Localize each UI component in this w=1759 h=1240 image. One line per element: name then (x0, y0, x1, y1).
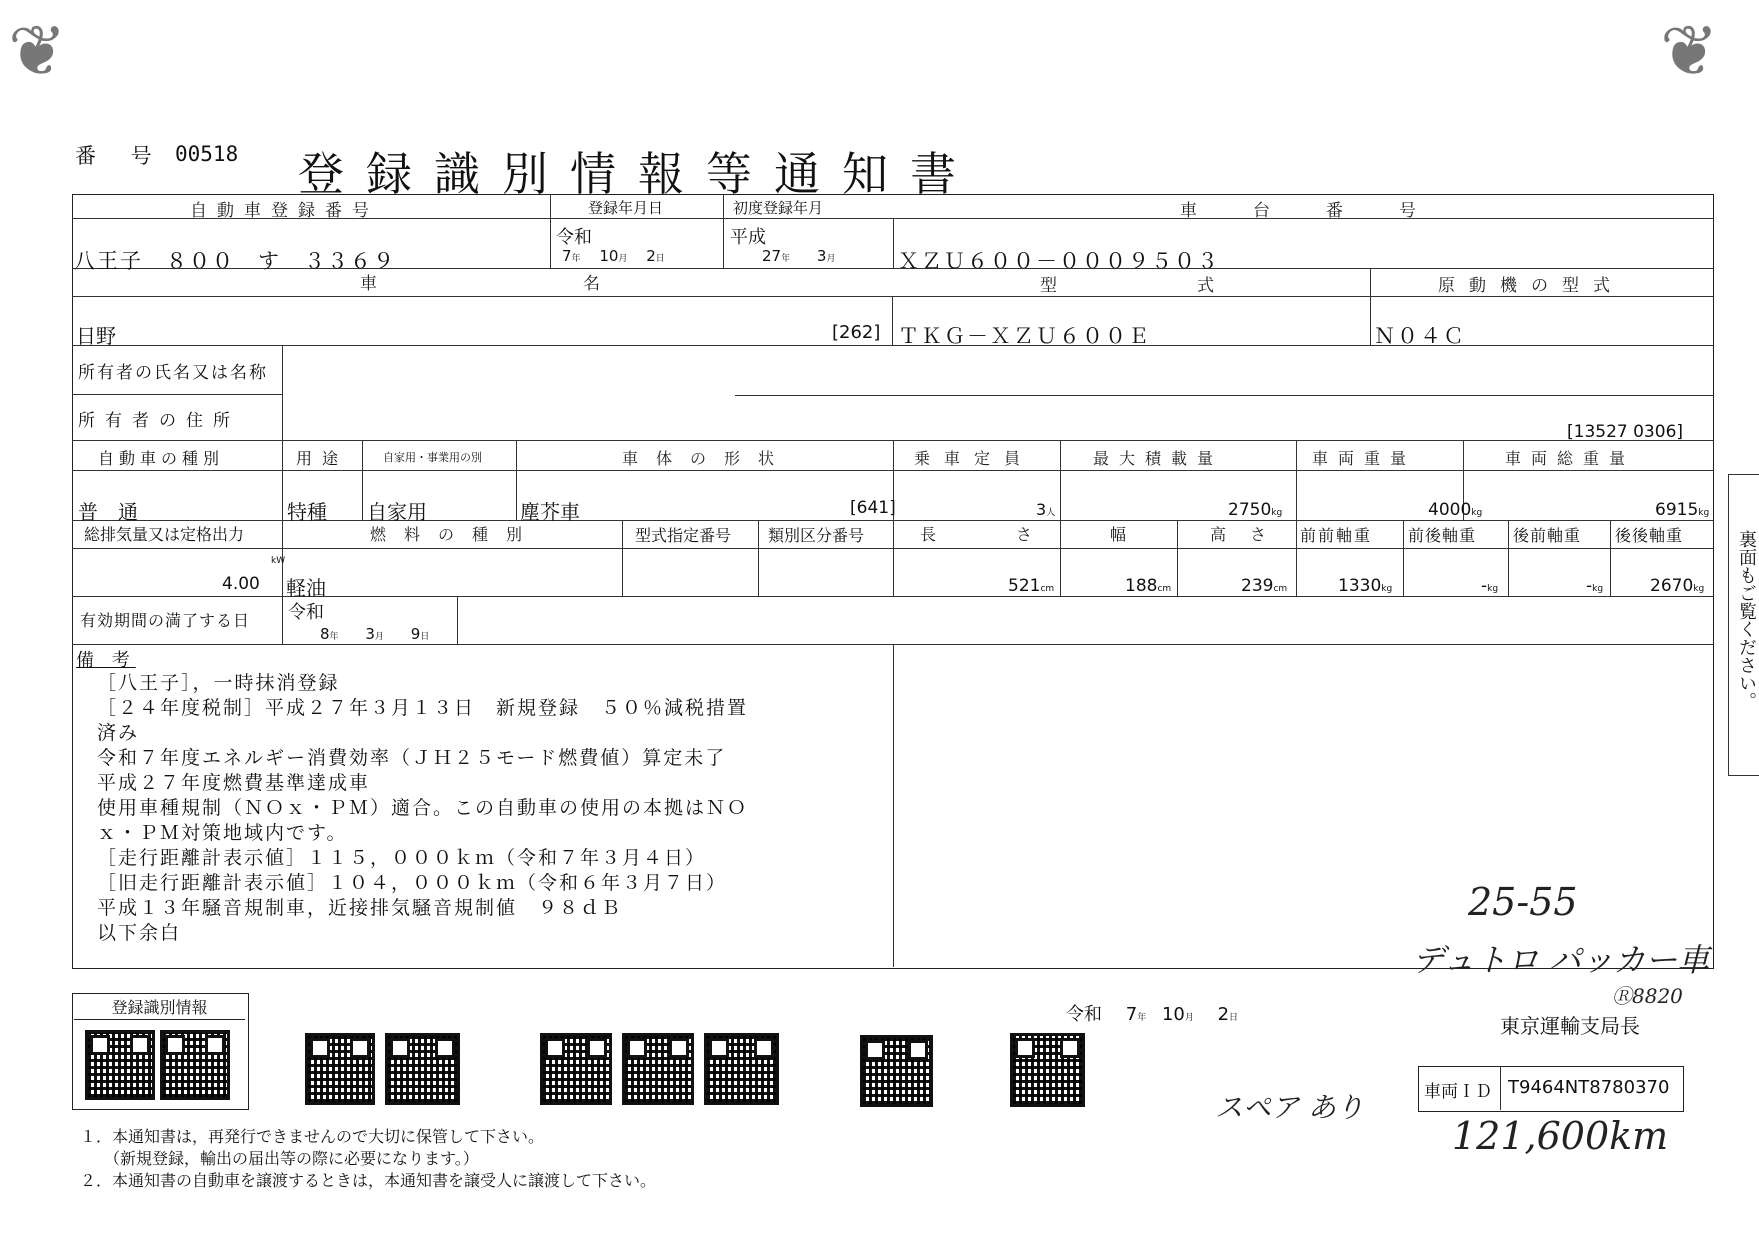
header-engine-model: 原動機の型式 (1438, 276, 1624, 296)
vehicle-type: 普 通 (78, 500, 138, 524)
header-vehicle-type: 自動車の種別 (98, 449, 225, 468)
vehicle-weight: 4000kg (1428, 500, 1483, 520)
header-registration-date: 登録年月日 (588, 199, 664, 217)
expiry-era: 令和 (288, 602, 324, 623)
qr-code (1010, 1033, 1085, 1107)
header-owner-name: 所有者の氏名又は名称 (78, 363, 268, 383)
header-fuel-type: 燃料の種別 (370, 525, 541, 544)
remarks-list (97, 668, 748, 943)
header-vehicle-weight: 車両重量 (1312, 449, 1417, 468)
qr-code (305, 1033, 375, 1105)
header-owner-address: 所有者の住所 (78, 411, 240, 431)
model-code: [262] (832, 322, 881, 343)
fr-axle: -kg (1481, 576, 1499, 596)
fuel-type: 軽油 (286, 576, 326, 600)
remark-line: 使用車種規制（ＮＯｘ・ＰＭ）適合。この自動車の使用の本拠はＮＯ (97, 797, 749, 819)
remark-line: 平成１３年騒音規制車，近接排気騒音規制値 ９８ｄＢ (97, 897, 623, 919)
corner-ornament-left: ❦ (8, 10, 67, 92)
handwritten-stamp-code: Ⓡ8820 (1612, 984, 1683, 1008)
doc-number-label: 番 号 (75, 144, 166, 168)
qr-code (622, 1033, 694, 1105)
header-height: 高さ (1210, 525, 1291, 544)
handwritten-mileage: 121,600km (1452, 1114, 1669, 1158)
plate-number: 八王子 ８００ す ３３６９ (74, 249, 396, 273)
issuer: 東京運輸支局長 (1500, 1014, 1640, 1038)
header-rr-axle: 後後軸重 (1615, 526, 1684, 545)
remark-line: ［走行距離計表示値］１１５，０００ｋｍ（令和７年３月４日） (97, 847, 707, 869)
width: 188cm (1125, 576, 1172, 596)
document-title: 登録識別情報等通知書 (298, 147, 978, 201)
footer-note-1b: （新規登録，輸出の届出等の際に必要になります。） (104, 1149, 479, 1168)
qr-code (160, 1030, 230, 1100)
remark-line: 平成２７年度燃費基準達成車 (97, 772, 371, 794)
header-first-registration: 初度登録年月 (733, 199, 824, 217)
header-remarks: 備 考 (76, 650, 136, 671)
qr-code (860, 1035, 933, 1107)
car-name: 日野 (76, 324, 116, 348)
header-purpose: 用途 (296, 449, 349, 468)
header-car-name: 車名 (360, 274, 806, 294)
gross-weight: 6915kg (1655, 500, 1710, 520)
body-code: [641] (850, 498, 896, 518)
header-category-number: 類別区分番号 (768, 526, 865, 545)
header-expiry: 有効期間の満了する日 (80, 611, 251, 630)
footer-note-1: １．本通知書は，再発行できませんので大切に保管して下さい。 (80, 1127, 545, 1146)
remark-line: ［八王子］，一時抹消登録 (97, 672, 340, 694)
rr-axle: 2670kg (1650, 576, 1705, 596)
header-width: 幅 (1110, 525, 1127, 544)
qr-code (385, 1033, 460, 1105)
header-chassis-number: 車台番号 (1180, 201, 1472, 221)
remark-line: ［旧走行距離計表示値］１０４，０００ｋｍ（令和６年３月７日） (97, 872, 728, 894)
header-type-designation: 型式指定番号 (635, 526, 732, 545)
header-ff-axle: 前前軸重 (1300, 526, 1373, 545)
body-shape: 塵芥車 (520, 500, 580, 524)
displacement-unit: kW (271, 556, 286, 566)
handwritten-code: 25-55 (1468, 880, 1578, 924)
engine-model: Ｎ０４Ｃ (1374, 324, 1466, 348)
header-rf-axle: 後前軸重 (1513, 526, 1582, 545)
reg-era: 令和 (556, 227, 592, 248)
qr-code (85, 1030, 155, 1100)
header-private-business: 自家用・事業用の別 (383, 451, 482, 464)
model: ＴＫＧ－ＸＺＵ６００Ｅ (898, 324, 1151, 348)
first-reg-era: 平成 (730, 227, 766, 248)
purpose: 特種 (287, 500, 327, 524)
doc-number-value: 00518 (175, 142, 239, 166)
header-length: 長さ (920, 525, 1113, 544)
side-note: 裏面もご覧ください。 (1736, 530, 1757, 710)
address-code: [13527 0306] (1567, 422, 1684, 442)
header-fr-axle: 前後軸重 (1408, 526, 1477, 545)
header-displacement: 総排気量又は定格出力 (84, 525, 245, 544)
header-registration-number: 自動車登録番号 (190, 201, 379, 221)
issue-date: 令和 7年 10月 2日 (1066, 1004, 1239, 1025)
chassis-number: ＸＺＵ６００－０００９５０３ (898, 249, 1220, 273)
header-model: 型式 (1040, 276, 1354, 296)
expiry-date: 8年 3月 9日 (320, 625, 430, 643)
vehicle-id-label: 車両ＩＤ (1424, 1082, 1492, 1102)
length: 521cm (1008, 576, 1055, 596)
corner-ornament-right: ❦ (1660, 10, 1719, 92)
vehicle-id-value: T9464NT8780370 (1508, 1077, 1670, 1098)
remark-line: ｘ・ＰＭ対策地域内です。 (97, 822, 348, 844)
remark-line: 令和７年度エネルギー消費効率（ＪＨ２５モード燃費値）算定未了 (97, 747, 727, 769)
reg-date: 7年 10月 2日 (562, 247, 665, 265)
height: 239cm (1241, 576, 1288, 596)
private-business: 自家用 (367, 500, 427, 524)
max-load: 2750kg (1228, 500, 1283, 520)
qr-code (704, 1033, 779, 1105)
header-body-shape: 車体の形状 (622, 449, 793, 468)
capacity: 3人 (1036, 500, 1056, 519)
handwritten-spare: スペア あり (1215, 1091, 1364, 1124)
handwritten-vehicle-desc: デュトロ パッカー車 (1412, 941, 1710, 979)
ff-axle: 1330kg (1338, 576, 1393, 596)
qr-code (540, 1033, 612, 1105)
displacement: 4.00 (222, 574, 260, 594)
first-reg-date: 27年 3月 (762, 247, 836, 265)
rf-axle: -kg (1586, 576, 1604, 596)
info-box-label: 登録識別情報 (74, 995, 245, 1020)
header-max-load: 最大積載量 (1093, 449, 1224, 468)
header-gross-weight: 車両総重量 (1505, 449, 1636, 468)
header-capacity: 乗車定員 (914, 449, 1035, 468)
remark-line: 済み (97, 722, 140, 744)
footer-note-2: ２．本通知書の自動車を譲渡するときは，本通知書を譲受人に譲渡して下さい。 (80, 1171, 657, 1190)
remark-line: ［２４年度税制］平成２７年３月１３日 新規登録 ５０％減税措置 (97, 697, 749, 719)
remark-line: 以下余白 (97, 922, 182, 944)
